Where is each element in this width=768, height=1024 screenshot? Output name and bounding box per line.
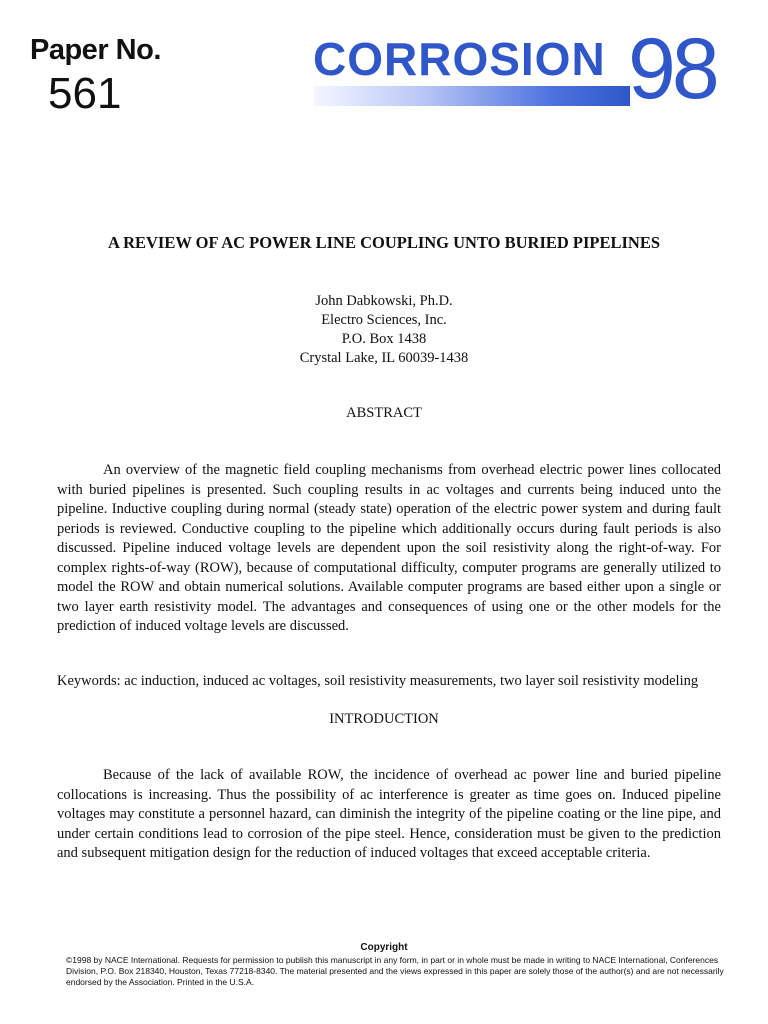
author-block bbox=[0, 292, 768, 368]
paper-title: A REVIEW OF AC POWER LINE COUPLING UNTO BURIED PIPELINES bbox=[107, 233, 661, 252]
author-address-line-1: P.O. Box 1438 bbox=[341, 331, 427, 347]
abstract-heading: ABSTRACT bbox=[346, 405, 422, 421]
conference-logo-bar bbox=[314, 86, 630, 106]
author-name: John Dabkowski, Ph.D. bbox=[315, 293, 453, 309]
paper-number-label: Paper No. bbox=[30, 34, 161, 66]
copyright-text: ©1998 by NACE International. Requests for permission to publish this manuscript in any form, in part or in whole must be made in writing to NACE International, Conferences Division, P.O. Box 218340, Houston, Texas 77218-8340. The material presented and the views expressed in this paper are solely those of the author(s) and are not necessarily endorsed by the Association. Printed in the U.S.A. bbox=[66, 955, 724, 987]
conference-logo-word: CORROSION bbox=[313, 33, 606, 85]
author-organization: Electro Sciences, Inc. bbox=[321, 312, 447, 328]
conference-logo-year: 98 bbox=[628, 21, 716, 117]
copyright-heading: Copyright bbox=[360, 942, 408, 953]
introduction-text: Because of the lack of available ROW, the incidence of overhead ac power line and buried pipeline collocations is increasing. Thus the possibility of ac interference is greater as time goes on. Induced pipeline voltages may constitute a personnel hazard, can diminish the integrity of the pipeline coating or the line pipe, and under certain conditions lead to corrosion of the pipe steel. Hence, consideration must be given to the prediction and subsequent mitigation design for the reduction of induced voltages that exceed acceptable criteria. bbox=[57, 767, 721, 861]
introduction-heading: INTRODUCTION bbox=[329, 711, 439, 727]
paper-number: 561 bbox=[48, 69, 122, 118]
author-address-line-2: Crystal Lake, IL 60039-1438 bbox=[299, 350, 469, 366]
abstract-text: An overview of the magnetic field coupling mechanisms from overhead electric power lines collocated with buried pipelines is presented. Such coupling results in ac voltages and currents being induced unto the pipeline. Inductive coupling during normal (steady state) operation of the electric power system and during fault periods is reviewed. Conductive coupling to the pipeline which additionally occurs during fault periods is also discussed. Pipeline induced voltage levels are dependent upon the soil resistivity along the right-of-way. For complex rights-of-way (ROW), because of computational difficulty, computer programs are generally utilized to model the ROW and obtain numerical solutions. Available computer programs are based either upon a single or two layer earth resistivity model. The advantages and consequences of using one or the other models for the prediction of induced voltage levels are discussed. bbox=[57, 462, 721, 634]
keywords: Keywords: ac induction, induced ac voltages, soil resistivity measurements, two layer soil resistivity modeling bbox=[57, 673, 699, 689]
